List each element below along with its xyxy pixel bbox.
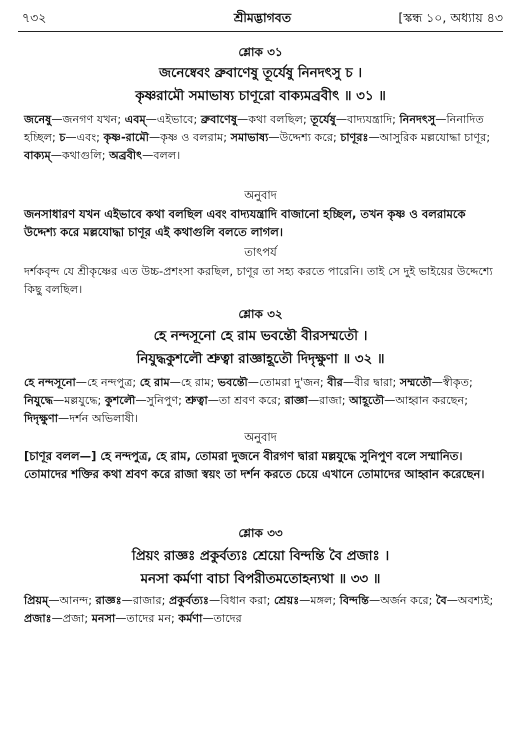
- page-number: ৭৩২: [22, 10, 47, 25]
- synonyms-paragraph: [24, 374, 501, 428]
- synonym-meaning: —অর্জন করে;: [369, 594, 433, 607]
- chapter-reference: [স্কন্ধ ১০, অধ্যায় ৪৩: [398, 10, 503, 25]
- purport-heading: তাৎপর্য: [244, 245, 277, 259]
- synonym-meaning: —হে রাম;: [169, 376, 215, 389]
- synonym-word: প্রিয়ম্: [24, 594, 49, 607]
- synonym-word: রাজ্ঞঃ: [95, 594, 122, 607]
- synonym-meaning: —বাদ্যযন্ত্রাদি;: [335, 113, 396, 126]
- synonym-word: শ্রুত্বা: [185, 394, 208, 407]
- translation-heading: অনুবাদ: [244, 430, 277, 444]
- synonym-word: জনেষু: [24, 113, 52, 126]
- synonym-meaning: —মঙ্গল;: [299, 594, 337, 607]
- synonym-meaning: —বলল।: [142, 149, 181, 162]
- synonym-meaning: —উদ্দেশ্য করে;: [268, 131, 337, 144]
- verse-line: নিযুদ্ধকুশলৌ শ্রুত্বা রাজ্ঞাহূতৌ দিদৃক্ষুণা ॥ ৩২ ॥: [136, 352, 385, 367]
- page-header: [22, 10, 503, 30]
- translation-text: [চাণূর বলল—] হে নন্দপুত্র, হে রাম, তোমরা দুজনে বীরগণ দ্বারা মল্লযুদ্ধে সুনিপুণ বলে সম্মানিত। তোমাদের শক্তির কথা শ্রবণ করে রাজা স্বয়ং তা দর্শন করতে চেয়ে এখানে তোমাদের আহ্বান করেছেন।: [24, 449, 485, 481]
- synonym-word: কুশলৌ: [104, 394, 136, 407]
- synonym-word: হে নন্দসূনো: [24, 376, 76, 389]
- synonym-meaning: —দর্শন অভিলাষী।: [58, 412, 139, 425]
- synonyms-paragraph: [24, 592, 501, 628]
- synonym-word: কৃষ্ণ-রামৌ: [103, 131, 149, 144]
- synonym-meaning: —নিনাদিত হচ্ছিল;: [24, 113, 484, 144]
- synonyms-paragraph: [24, 111, 501, 165]
- synonym-meaning: —জনগণ যখন;: [51, 113, 122, 126]
- synonym-word: বীর: [327, 376, 343, 389]
- verse-line: মনসা কর্মণা বাচা বিপরীতমতোহন্যথা ॥ ৩৩ ॥: [140, 572, 381, 587]
- synonym-word: কর্মণা: [178, 612, 203, 625]
- synonym-meaning: —রাজা;: [307, 394, 346, 407]
- verse-line: জনেষ্বেবং ব্রুবাণেষু তূর্যেষু নিনদৎসু চ ।: [158, 66, 363, 81]
- header-rule: [18, 31, 503, 32]
- synonym-meaning: —তাদের: [202, 612, 242, 625]
- synonym-meaning: —এইভাবে;: [145, 113, 198, 126]
- synonym-meaning: —আনন্দ;: [48, 594, 93, 607]
- synonym-word: নিনদৎসু: [399, 113, 436, 126]
- synonym-meaning: —অবশ্যই;: [446, 594, 494, 607]
- sloka-label: শ্লোক ৩৩: [238, 526, 283, 540]
- synonym-meaning: —তোমরা দু'জন;: [247, 376, 324, 389]
- synonym-meaning: —সুনিপুণ;: [135, 394, 182, 407]
- synonym-word: অব্রবীৎ: [109, 149, 143, 162]
- verse-line: কৃষ্ণরামৌ সমাভাষ্য চাণূরো বাক্যমব্রবীৎ ॥ ৩১ ॥: [135, 89, 386, 104]
- synonym-word: বাক্যম্: [24, 149, 51, 162]
- synonym-word: দিদৃক্ষুণা: [24, 412, 59, 425]
- translation-text: জনসাধারণ যখন এইভাবে কথা বলছিল এবং বাদ্যযন্ত্রাদি বাজানো হচ্ছিল, তখন কৃষ্ণ ও বলরামকে উদ্দেশ্য করে মল্লযোদ্ধা চাণূর এই কথাগুলি বলতে লাগল।: [24, 207, 466, 239]
- synonym-word: সম্মতৌ: [399, 376, 432, 389]
- synonym-word: মনসা: [91, 612, 116, 625]
- sloka-label: শ্লোক ৩২: [238, 307, 283, 321]
- synonym-word: বিন্দন্তি: [339, 594, 369, 607]
- verse-line: প্রিয়ং রাজ্ঞঃ প্রকুর্বত্যঃ শ্রেয়ো বিন্দন্তি বৈ প্রজাঃ ।: [131, 549, 390, 564]
- synonym-word: রাজ্ঞা: [284, 394, 308, 407]
- synonym-meaning: —এবং;: [65, 131, 100, 144]
- synonym-word: তূর্যেষু: [310, 113, 336, 126]
- synonym-meaning: —বীর দ্বারা;: [342, 376, 397, 389]
- synonym-meaning: —তাদের মন;: [115, 612, 175, 625]
- synonym-word: হে রাম: [139, 376, 170, 389]
- synonym-meaning: —কৃষ্ণ ও বলরাম;: [148, 131, 227, 144]
- synonym-meaning: —তা শ্রবণ করে;: [207, 394, 282, 407]
- synonym-word: ভবন্তৌ: [217, 376, 248, 389]
- synonym-meaning: —কথাগুলি;: [50, 149, 106, 162]
- synonym-meaning: —প্রজা;: [51, 612, 89, 625]
- synonym-word: নিযুদ্ধে: [24, 394, 54, 407]
- synonym-word: ব্রুবাণেষু: [200, 113, 238, 126]
- synonym-meaning: —বিধান করা;: [209, 594, 271, 607]
- verse-line: হে নন্দসূনো হে রাম ভবন্তৌ বীরসম্মতৌ ।: [153, 329, 368, 344]
- synonym-meaning: —আসুরিক মল্লযোদ্ধা চাণূর;: [368, 131, 491, 144]
- synonym-word: শ্রেয়ঃ: [273, 594, 300, 607]
- synonym-meaning: —কথা বলছিল;: [237, 113, 307, 126]
- synonym-word: প্রকুর্বত্যঃ: [169, 594, 210, 607]
- synonym-meaning: —হে নন্দপুত্র;: [75, 376, 137, 389]
- synonym-word: চ: [59, 131, 66, 144]
- synonym-meaning: —স্বীকৃত;: [431, 376, 473, 389]
- sloka-label: শ্লোক ৩১: [238, 45, 283, 59]
- synonym-meaning: —মল্লযুদ্ধে;: [53, 394, 102, 407]
- translation-heading: অনুবাদ: [244, 188, 277, 202]
- synonym-word: সমাভাষ্য: [230, 131, 269, 144]
- book-title: শ্রীমদ্ভাগবত: [233, 10, 292, 25]
- synonym-meaning: —রাজার;: [121, 594, 166, 607]
- synonym-word: প্রজাঃ: [24, 612, 52, 625]
- synonym-meaning: —আহ্বান করছেন;: [384, 394, 469, 407]
- purport-text: দর্শকবৃন্দ যে শ্রীকৃষ্ণের এত উচ্চ-প্রশংসা করছিল, চাণূর তা সহ্য করতে পারেনি। তাই সে দুই ভাইয়ের উদ্দেশ্যে কিছু বলছিল।: [24, 265, 493, 296]
- synonym-word: আহূতৌ: [349, 394, 385, 407]
- synonym-word: বৈ: [435, 594, 447, 607]
- synonym-word: চাণূরঃ: [340, 131, 369, 144]
- synonym-word: এবম্: [124, 113, 146, 126]
